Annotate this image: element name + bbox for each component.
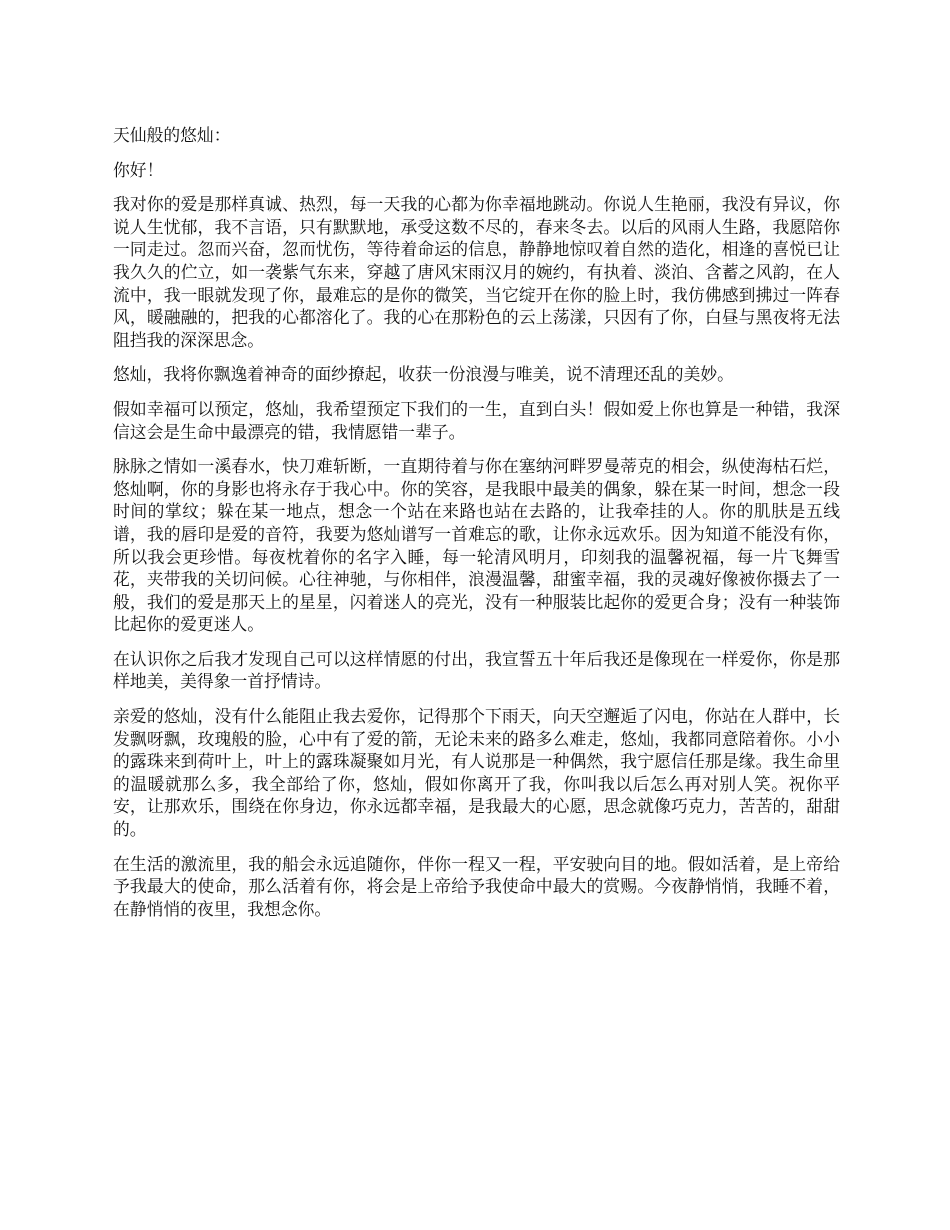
letter-paragraph: 在生活的激流里，我的船会永远追随你，伴你一程又一程，平安驶向目的地。假如活着，是上帝给予我最大的使命，那么活着有你，将会是上帝给予我使命中最大的赏赐。今夜静悄悄，我睡不着，在静悄悄的夜里，我想念你。: [113, 853, 840, 919]
letter-salutation: 天仙般的悠灿：: [113, 125, 231, 145]
letter-paragraph: 脉脉之情如一溪春水，快刀难斩断，一直期待着与你在塞纳河畔罗曼蒂克的相会，纵使海枯石烂，悠灿啊，你的身影也将永存于我心中。你的笑容，是我眼中最美的偶象，躲在某一时间，想念一段时间的掌纹；躲在某一地点，想念一个站在来路也站在去路的，让我牵挂的人。你的肌肤是五线谱，我的唇印是爱的音符，我要为悠灿谱写一首难忘的歌，让你永远欢乐。因为知道不能没有你，所以我会更珍惜。每夜枕着你的名字入睡，每一轮清风明月，印刻我的温馨祝福，每一片飞舞雪花，夹带我的关切问候。心往神驰，与你相伴，浪漫温馨，甜蜜幸福，我的灵魂好像被你摄去了一般，我们的爱是那天上的星星，闪着迷人的亮光，没有一种服装比起你的爱更合身；没有一种装饰比起你的爱更迷人。: [113, 456, 840, 635]
letter-paragraph: 我对你的爱是那样真诚、热烈，每一天我的心都为你幸福地跳动。你说人生艳丽，我没有异议，你说人生忧郁，我不言语，只有默默地，承受这数不尽的，春来冬去。以后的风雨人生路，我愿陪你一同走过。忽而兴奋，忽而忧伤，等待着命运的信息，静静地惊叹着自然的造化，相逢的喜悦已让我久久的伫立，如一袭紫气东来，穿越了唐风宋雨汉月的婉约，有执着、淡泊、含蓄之风韵，在人流中，我一眼就发现了你，最难忘的是你的微笑，当它绽开在你的脸上时，我仿佛感到拂过一阵春风，暖融融的，把我的心都溶化了。我的心在那粉色的云上荡漾，只因有了你，白昼与黑夜将无法阻挡我的深深思念。: [113, 194, 840, 350]
letter-paragraph: 在认识你之后我才发现自己可以这样情愿的付出，我宣誓五十年后我还是像现在一样爱你，你是那样地美，美得象一首抒情诗。: [113, 648, 840, 692]
letter-paragraph: 亲爱的悠灿，没有什么能阻止我去爱你，记得那个下雨天，向天空邂逅了闪电，你站在人群中，长发飘呀飘，玫瑰般的脸，心中有了爱的箭，无论未来的路多么难走，悠灿，我都同意陪着你。小小的露珠来到荷叶上，叶上的露珠凝聚如月光，有人说那是一种偶然，我宁愿信任那是缘。我生命里的温暖就那么多，我全部给了你，悠灿，假如你离开了我，你叫我以后怎么再对别人笑。祝你平安，让那欢乐，围绕在你身边，你永远都幸福，是我最大的心愿，思念就像巧克力，苦苦的，甜甜的。: [113, 706, 840, 840]
letter-body: [113, 124, 840, 932]
letter-paragraph: 悠灿，我将你飘逸着神奇的面纱撩起，收获一份浪漫与唯美，说不清理还乱的美妙。: [113, 364, 734, 385]
letter-greeting: 你好！: [113, 159, 164, 180]
letter-paragraph: 假如幸福可以预定，悠灿，我希望预定下我们的一生，直到白头！假如爱上你也算是一种错，我深信这会是生命中最漂亮的错，我情愿错一辈子。: [113, 398, 840, 442]
